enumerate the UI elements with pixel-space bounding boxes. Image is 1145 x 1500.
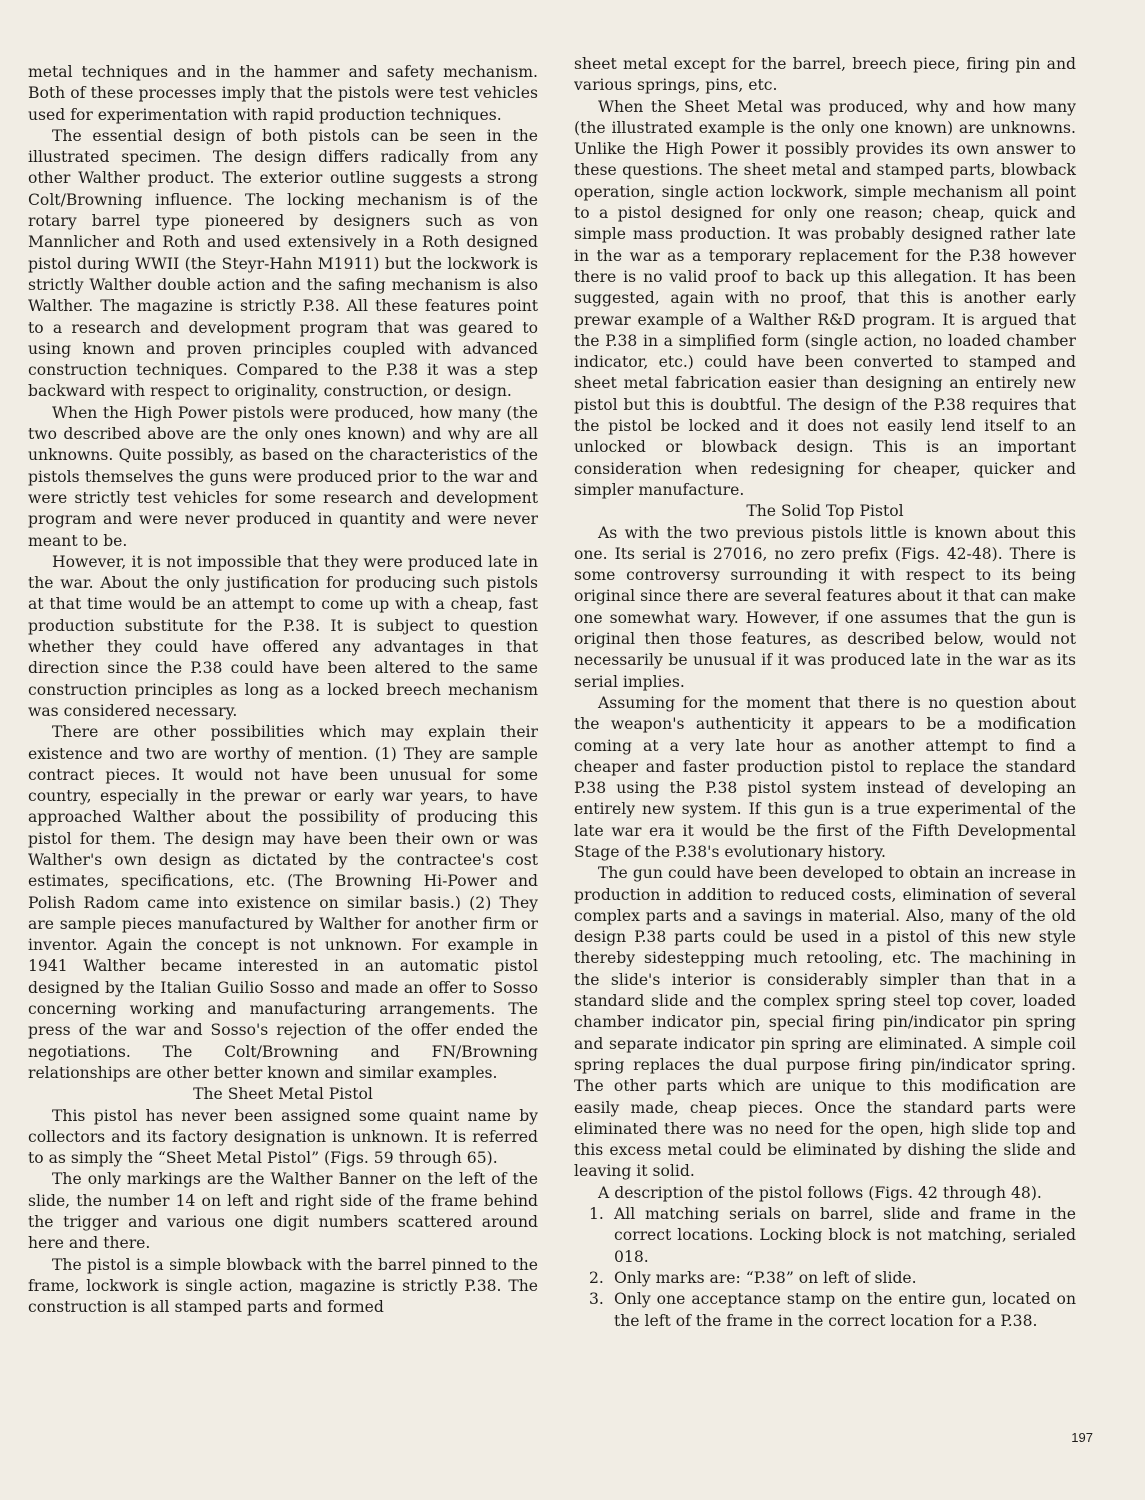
list-number: 1. bbox=[589, 1205, 604, 1224]
list-text: Only one acceptance stamp on the entire gun, located on the left of the frame in the correct location for a P.38. bbox=[614, 1290, 1076, 1330]
section-heading-solid-top-pistol: The Solid Top Pistol bbox=[746, 502, 904, 521]
paragraph: There are other possibilities which may explain their existence and two are worthy of mention. (1) They are sample contract pieces. It would not have been unusual for some country, especially in the prewar or early war years, to have approached Walther about the possibility of producing this pistol for them. The design may have been their own or was Walther's own design as dictated by the contractee's cost estimates, specifications, etc. (The Browning Hi-Power and Polish Radom came into existence on similar basis.) (2) They are sample pieces manufactured by Walther for another firm or inventor. Again the concept is not unknown. For example in 1941 Walther became interested in an automatic pistol designed by the Italian Guilio Sosso and made an offer to Sosso concerning working and manufacturing arrangements. The press of the war and Sosso's rejection of the offer ended the negotiations. The Colt/Browning and FN/Browning relationships are other better known and similar examples. bbox=[28, 723, 538, 1082]
section-heading-sheet-metal-pistol: The Sheet Metal Pistol bbox=[193, 1085, 373, 1104]
list-item bbox=[589, 1204, 1076, 1268]
paragraph: The only markings are the Walther Banner on the left of the slide, the number 14 on left and right side of the frame behind the trigger and various one digit numbers scattered around here and there. bbox=[28, 1170, 538, 1253]
paragraph: metal techniques and in the hammer and safety mechanism. Both of these processes imply that the pistols were test vehicles used for experimentation with rapid production techniques. bbox=[28, 63, 538, 124]
list-item bbox=[589, 1289, 1076, 1332]
paragraph: sheet metal except for the barrel, breech piece, firing pin and various springs, pins, etc. bbox=[574, 55, 1076, 95]
left-column bbox=[28, 62, 538, 1319]
paragraph: A description of the pistol follows (Figs. 42 through 48). bbox=[598, 1183, 1042, 1202]
list-number: 3. bbox=[589, 1290, 604, 1309]
paragraph: The essential design of both pistols can be seen in the illustrated specimen. The design differs radically from any other Walther product. The exterior outline suggests a strong Colt/Browning influence. The locking mechanism is of the rotary barrel type pioneered by designers such as von Mannlicher and Roth and used extensively in a Roth designed pistol during WWII (the Steyr-Hahn M1911) but the lockwork is strictly Walther double action and the safing mechanism is also Walther. The magazine is strictly P.38. All these features point to a research and development program that was geared to using known and proven principles coupled with advanced construction techniques. Compared to the P.38 it was a step backward with respect to originality, construction, or design. bbox=[28, 126, 538, 401]
paragraph: When the High Power pistols were produced, how many (the two described above are the only ones known) and why are all unknowns. Quite possibly, as based on the characteristics of the pistols themselves the guns were produced prior to the war and were strictly test vehicles for some research and development program and were never produced in quantity and were never meant to be. bbox=[28, 403, 538, 550]
paragraph: This pistol has never been assigned some quaint name by collectors and its factory designation is unknown. It is referred to as simply the “Sheet Metal Pistol” (Figs. 59 through 65). bbox=[28, 1106, 538, 1168]
paragraph: Assuming for the moment that there is no question about the weapon's authenticity it appears to be a modification coming at a very late hour as another attempt to find a cheaper and faster production pistol to replace the standard P.38 using the P.38 pistol system instead of developing an entirely new system. If this gun is a true experimental of the late war era it would be the first of the Fifth Developmental Stage of the P.38's evolutionary history. bbox=[574, 693, 1076, 861]
paragraph: As with the two previous pistols little is known about this one. Its serial is 27016, no zero prefix (Figs. 42-48). There is some controversy surrounding it with respect to its being original since there are several features about it that can make one somewhat wary. However, if one assumes that the gun is original then those features, as described below, would not necessarily be unusual if it was produced late in the war as its serial implies. bbox=[574, 523, 1076, 691]
list-text: Only marks are: “P.38” on left of slide. bbox=[614, 1268, 917, 1287]
paragraph: When the Sheet Metal was produced, why and how many (the illustrated example is the only one known) are unknowns. Unlike the High Power it possibly provides its own answer to these questions. The sheet metal and stamped parts, blowback operation, single action lockwork, simple mechanism all point to a pistol designed for only one reason; cheap, quick and simple mass production. It was probably designed rather late in the war as a temporary replacement for the P.38 however there is no valid proof to back up this allegation. It has been suggested, again with no proof, that this is another early prewar example of a Walther R&D program. It is argued that the P.38 in a simplified form (single action, no loaded chamber indicator, etc.) could have been converted to stamped and sheet metal fabrication easier than designing an entirely new pistol but this is doubtful. The design of the P.38 requires that the pistol be locked and it does not easily lend itself to an unlocked or blowback design. This is an important consideration when redesigning for cheaper, quicker and simpler manufacture. bbox=[574, 97, 1076, 499]
page-number: 197 bbox=[1071, 1430, 1093, 1445]
list-item bbox=[589, 1268, 1076, 1289]
list-text: All matching serials on barrel, slide and frame in the correct locations. Locking block is not matching, serialed 018. bbox=[614, 1205, 1076, 1266]
list-number: 2. bbox=[589, 1268, 604, 1287]
paragraph: However, it is not impossible that they were produced late in the war. About the only justification for producing such pistols at that time would be an attempt to come up with a cheap, fast production substitute for the P.38. It is subject to question whether they could have offered any advantages in that direction since the P.38 could have been altered to the same construction principles as long as a locked breech mechanism was considered necessary. bbox=[28, 552, 538, 720]
paragraph: The gun could have been developed to obtain an increase in production in addition to reduced costs, elimination of several complex parts and a savings in material. Also, many of the old design P.38 parts could be used in a pistol of this new style thereby sidestepping much retooling, etc. The machining in the slide's interior is considerably simpler than that in a standard slide and the complex spring steel top cover, loaded chamber indicator pin, special firing pin/indicator pin spring and separate indicator pin spring are eliminated. A simple coil spring replaces the dual purpose firing pin/indicator spring. The other parts which are unique to this modification are easily made, cheap pieces. Once the standard parts were eliminated there was no need for the open, high slide top and this excess metal could be eliminated by dishing the slide and leaving it solid. bbox=[574, 864, 1076, 1181]
right-column bbox=[574, 54, 1076, 1332]
paragraph: The pistol is a simple blowback with the barrel pinned to the frame, lockwork is single action, magazine is strictly P.38. The construction is all stamped parts and formed bbox=[28, 1255, 538, 1317]
description-list bbox=[574, 1204, 1076, 1332]
